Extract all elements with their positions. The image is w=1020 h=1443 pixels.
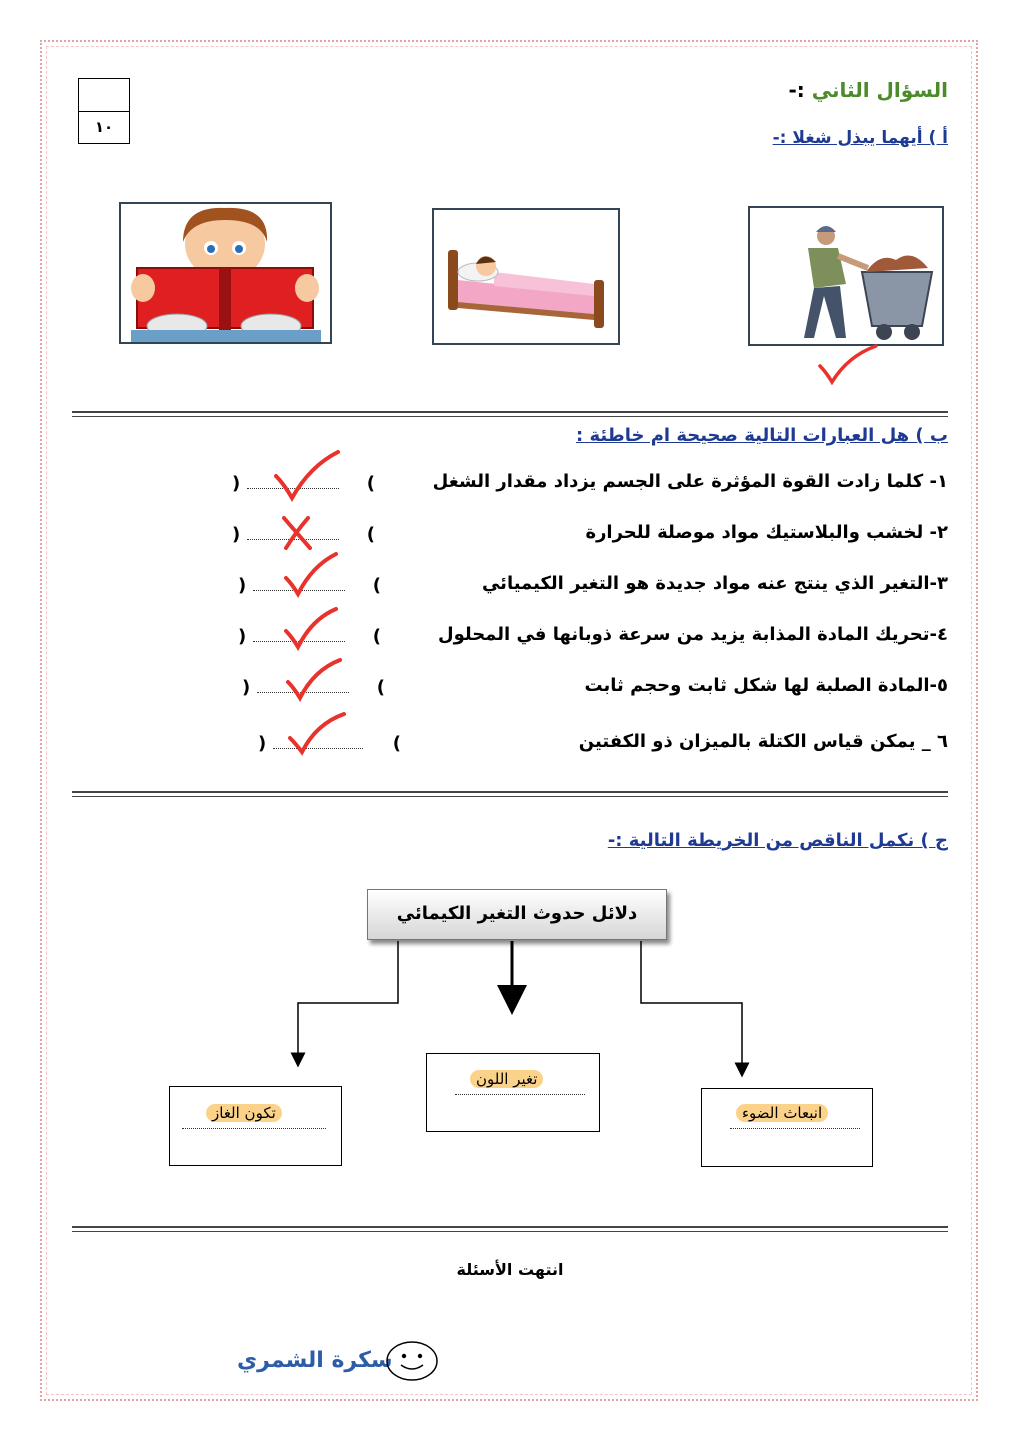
statement-4: ٤-تحريك المادة المذابة يزيد من سرعة ذوبانها في المحلول [437,624,948,645]
statement-6: ٦ _ يمكن قياس الكتلة بالميزان ذو الكفتين [578,731,948,752]
paren-open: ( [366,524,376,545]
answer-light-emission: انبعاث الضوء [736,1104,828,1122]
answer-color-change: تغير اللون [470,1070,543,1088]
answer-line-right [730,1128,860,1129]
question-title-text: السؤال الثاني [811,78,948,102]
concept-map-title: دلائل حدوث التغير الكيمائي [367,889,667,940]
paren-close: ) [232,473,241,494]
answer-line-left [182,1128,326,1129]
divider-3 [72,1226,948,1232]
paren-close: ) [242,677,251,698]
paren-open: ( [372,626,382,647]
paren-open: ( [372,575,382,596]
paren-close: ) [238,575,247,596]
end-of-questions: انتهت الأسئلة [456,1260,564,1279]
paren-open: ( [366,473,376,494]
part-c-label: ج ) نكمل الناقص من الخريطة التالية :- [607,830,948,851]
statement-1: ١- كلما زادت القوة المؤثرة على الجسم يزداد مقدار الشغل [432,471,948,492]
statement-5: ٥-المادة الصلبة لها شكل ثابت وحجم ثابت [584,675,948,696]
answer-gas-formation: تكون الغاز [206,1104,282,1122]
answer-line-middle [455,1094,585,1095]
map-box-middle[interactable] [426,1053,600,1132]
paren-close: ) [232,524,241,545]
part-a-label: أ ) أيهما يبذل شغلا :- [772,128,948,148]
smiley-face-icon [384,1339,440,1383]
map-box-left[interactable] [169,1086,342,1166]
paren-open: ( [392,733,402,754]
paren-close: ) [238,626,247,647]
paren-close: ) [258,733,267,754]
paren-open: ( [376,677,386,698]
teacher-signature: سكرة الشمري [237,1348,393,1373]
score-value: ١٠ [94,118,114,136]
part-b-label: ب ) هل العبارات التالية صحيحة ام خاطئة : [576,425,948,446]
question-title-suffix: :- [788,78,805,102]
statement-3: ٣-التغير الذي ينتج عنه مواد جديدة هو التغير الكيميائي [481,573,948,594]
statement-2: ٢- لخشب والبلاستيك مواد موصلة للحرارة [585,522,948,543]
